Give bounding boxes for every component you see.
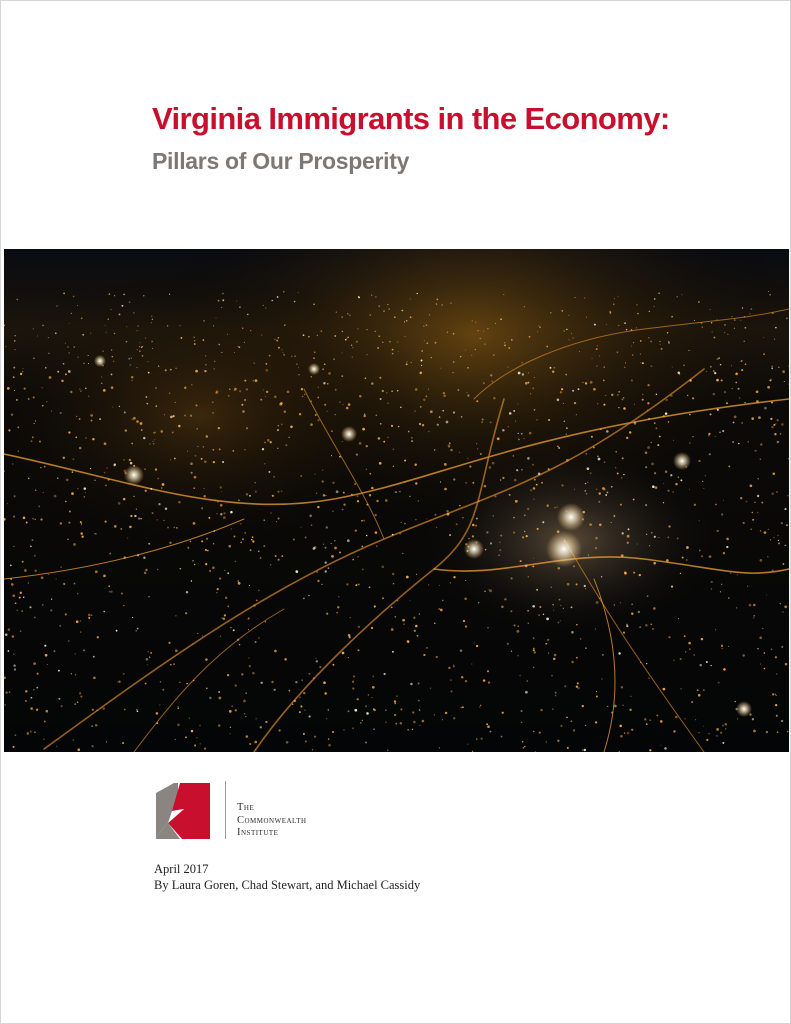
cover-photo (4, 249, 789, 752)
bright-light-spot (464, 539, 484, 559)
bright-light-spot (546, 531, 582, 567)
publisher-name-line-1: The (237, 802, 255, 813)
publication-info (154, 861, 420, 893)
logo-divider (225, 781, 226, 839)
night-city-lights-image (4, 249, 789, 752)
publication-date: April 2017 (154, 862, 209, 876)
bright-light-spot (94, 355, 106, 367)
bright-light-spot (124, 465, 144, 485)
publisher-name (237, 802, 307, 840)
bright-light-spot (557, 503, 585, 531)
commonwealth-institute-logo-icon (154, 781, 212, 839)
report-title: Virginia Immigrants in the Economy: (152, 101, 670, 136)
bright-light-spot (673, 452, 691, 470)
publication-authors: By Laura Goren, Chad Stewart, and Michael Cassidy (154, 878, 421, 892)
publisher-name-line-3: Institute (237, 827, 279, 838)
bright-light-spot (308, 363, 320, 375)
report-subtitle: Pillars of Our Prosperity (152, 148, 410, 174)
publisher-name-line-2: Commonwealth (237, 814, 307, 826)
bright-light-spot (736, 701, 752, 717)
bright-light-spot (341, 426, 357, 442)
